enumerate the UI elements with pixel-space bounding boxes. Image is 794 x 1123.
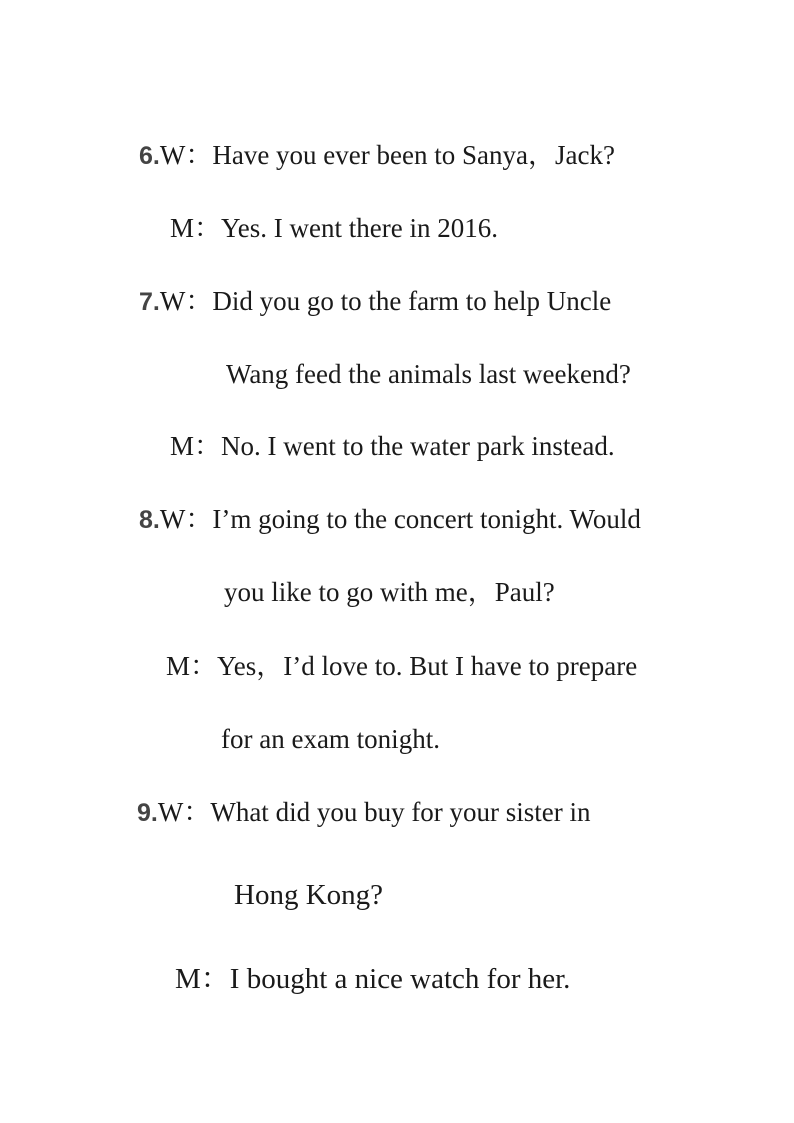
item-number: 8.: [139, 506, 160, 534]
dialogue-text: I bought a nice watch for her.: [229, 963, 571, 995]
dialogue-text: No. I went to the water park instead.: [221, 431, 615, 461]
dialogue-text: Yes，I’d love to. But I have to prepare: [217, 651, 638, 681]
dialogue-text: for an exam tonight.: [221, 724, 440, 754]
item-9-m-line-1: [175, 962, 570, 996]
item-8-m-line-2: [221, 722, 440, 756]
item-8-w-line-2: [224, 575, 555, 609]
speaker-w-label: W：: [157, 797, 211, 827]
dialogue-text: Did you go to the farm to help Uncle: [212, 286, 612, 316]
speaker-w-label: W：: [159, 286, 213, 316]
dialogue-text: I’m going to the concert tonight. Would: [212, 504, 641, 534]
item-6-w-line-1: [139, 138, 615, 173]
item-number: 9.: [137, 799, 158, 827]
speaker-w-label: W：: [159, 504, 213, 534]
item-9-w-line-2: [234, 878, 383, 912]
item-8-m-line-1: [166, 649, 637, 683]
item-8-w-line-1: [139, 502, 641, 537]
item-7-w-line-2: [226, 357, 631, 391]
dialogue-text: What did you buy for your sister in: [210, 797, 591, 827]
dialogue-text: Wang feed the animals last weekend?: [226, 359, 631, 389]
speaker-m-label: M：: [170, 213, 222, 243]
dialogue-text: Have you ever been to Sanya，Jack?: [212, 140, 615, 170]
speaker-m-label: M：: [170, 431, 222, 461]
speaker-m-label: M：: [166, 651, 218, 681]
item-6-m-line-1: [170, 211, 498, 245]
item-number: 6.: [139, 142, 160, 170]
item-9-w-line-1: [137, 795, 591, 830]
speaker-w-label: W：: [159, 140, 213, 170]
dialogue-text: Yes. I went there in 2016.: [221, 213, 498, 243]
dialogue-text: Hong Kong?: [234, 879, 384, 911]
speaker-m-label: M：: [175, 963, 230, 995]
dialogue-text: you like to go with me，Paul?: [224, 577, 555, 607]
item-number: 7.: [139, 288, 160, 316]
item-7-m-line-1: [170, 429, 615, 463]
item-7-w-line-1: [139, 284, 611, 319]
